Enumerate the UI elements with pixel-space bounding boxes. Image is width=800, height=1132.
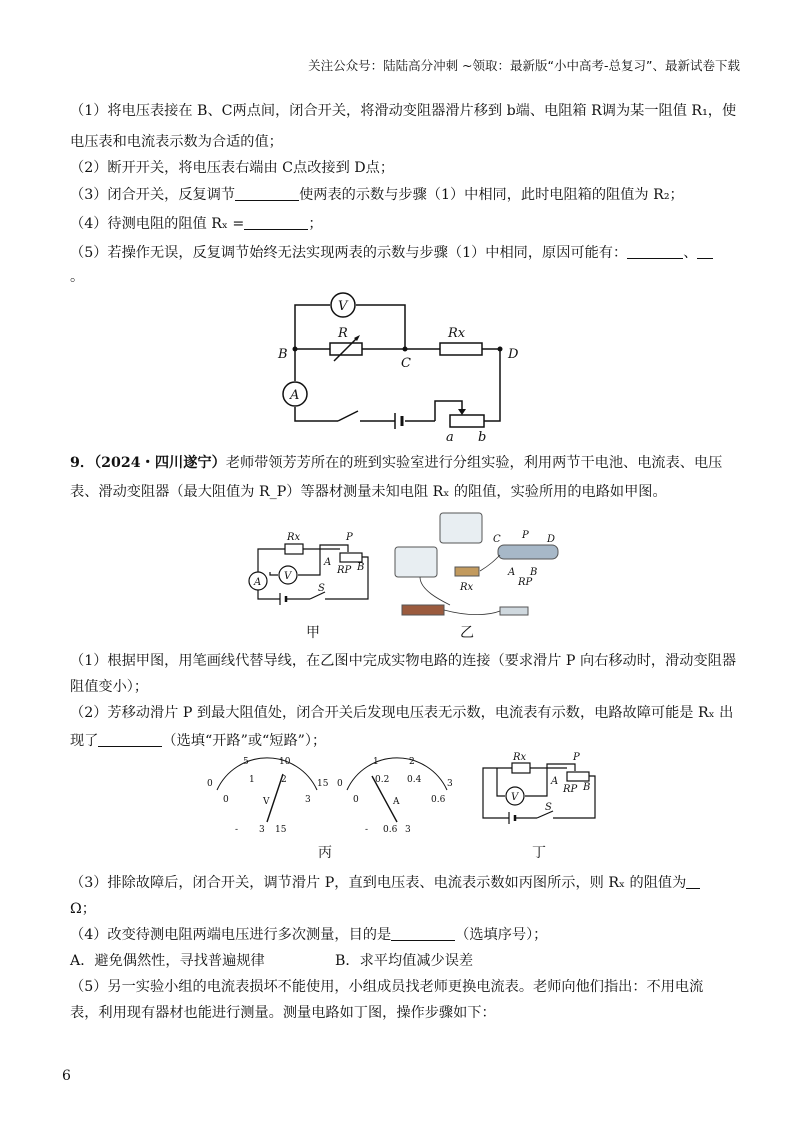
v-terminal-neg: - (235, 825, 239, 835)
a-tick2-0: 0 (353, 795, 359, 805)
terminal-b-label: B (530, 567, 538, 578)
part-4-text-b: （选填序号）； (455, 927, 548, 943)
step-5-text-b: 、 (683, 245, 698, 261)
switch-label: S (545, 802, 552, 813)
v-tick2-2: 2 (281, 775, 287, 785)
step-3 (70, 184, 684, 204)
rx-label: Rx (287, 532, 301, 543)
part-3-line-2: Ω； (70, 901, 96, 917)
ammeter-device-icon (440, 513, 482, 543)
v-tick-15: 15 (317, 779, 329, 789)
terminal-a-label: A (551, 776, 559, 787)
slider-p-label: P (573, 752, 580, 763)
question-9-title: 9．（2024・四川遂宁） (70, 455, 226, 471)
step-3-text-a: （3）闭合开关，反复调节 (70, 187, 236, 203)
v-terminal-3: 3 (259, 825, 265, 835)
part-2-line-1: （2）芳移动滑片 P 到最大阻值处，闭合开关后发现电压表无示数，电流表有示数，电路故障可能是 Rₓ 出 (70, 705, 734, 721)
step-4-text-a: （4）待测电阻的阻值 Rₓ = (70, 216, 245, 232)
rx-label: Rx (513, 752, 527, 763)
part-3-line-1 (70, 872, 700, 892)
circuit-diagram-jia (240, 525, 370, 620)
slider-arrow-icon (458, 409, 466, 415)
ammeter-dial (347, 758, 447, 790)
step-1-line-2: 电压表和电流表示数为合适的值； (70, 134, 283, 150)
slider-p-label: P (346, 532, 353, 543)
terminal-c-label: C (493, 534, 501, 545)
part-3-text-a: （3）排除故障后，闭合开关，调节滑片 P，直到电压表、电流表示数如丙图所示，则 Rₓ 的阻值为 (70, 875, 687, 891)
a-tick2-02: 0.2 (375, 775, 390, 785)
a-tick-0: 0 (337, 779, 343, 789)
caption-jia: 甲 (306, 625, 320, 641)
part-5-line-1: （5）另一实验小组的电流表损坏不能使用，小组成员找老师更换电流表。老师向他们指出：不用电流 (70, 979, 704, 995)
answer-blank[interactable] (697, 244, 713, 259)
v-tick-5: 5 (243, 757, 249, 767)
v-tick2-1: 1 (249, 775, 255, 785)
part-5-line-2: 表，利用现有器材也能进行测量。测量电路如丁图，操作步骤如下： (70, 1005, 496, 1021)
resistor-device-icon (455, 567, 479, 576)
answer-blank[interactable] (686, 874, 700, 889)
step-4 (70, 213, 323, 233)
terminal-b-label: B (357, 562, 365, 573)
node-c-label: C (401, 356, 411, 371)
voltmeter-label: V (284, 571, 292, 582)
v-tick-0: 0 (207, 779, 213, 789)
voltmeter-label: V (338, 299, 348, 314)
rx-label: Rx (460, 582, 474, 593)
step-1-line-1: （1）将电压表接在 B、C两点间，闭合开关，将滑动变阻器滑片移到 b端、电阻箱 R调为某一阻值 R₁，使 (70, 103, 737, 119)
ammeter-symbol: A (393, 797, 400, 807)
v-tick-10: 10 (279, 757, 291, 767)
page-number: 6 (62, 1068, 71, 1084)
terminal-a-label: a (446, 430, 454, 445)
answer-blank[interactable] (391, 926, 455, 941)
a-tick2-06: 0.6 (431, 795, 446, 805)
a-terminal-3: 3 (405, 825, 411, 835)
ammeter-label: A (254, 577, 262, 588)
circuit-diagram-ding (475, 752, 605, 837)
rp-label: RP (518, 577, 533, 588)
terminal-d-label: D (547, 534, 556, 545)
answer-blank[interactable] (235, 186, 299, 201)
voltmeter-label: V (511, 792, 519, 803)
step-2: （2）断开开关，将电压表右端由 C点改接到 D点； (70, 160, 395, 176)
part-4-text-a: （4）改变待测电阻两端电压进行多次测量，目的是 (70, 927, 392, 943)
voltmeter-dial (217, 758, 317, 790)
apparatus-diagram-yi (380, 505, 580, 635)
circuit-diagram-1 (270, 285, 530, 445)
node-b-label: B (278, 347, 288, 362)
step-4-text-b: ； (308, 216, 323, 232)
answer-blank[interactable] (244, 215, 308, 230)
step-5-text-a: （5）若操作无误，反复调节始终无法实现两表的示数与步骤（1）中相同，原因可能有： (70, 245, 628, 261)
a-tick2-04: 0.4 (407, 775, 422, 785)
question-9-intro-2: 表、滑动变阻器（最大阻值为 R_P）等器材测量未知电阻 Rₓ 的阻值，实验所用的电路如甲图。 (70, 484, 667, 500)
a-terminal-06: 0.6 (383, 825, 398, 835)
question-9-line-1 (70, 452, 722, 472)
step-5-end: 。 (70, 269, 85, 285)
page-header: 关注公众号：陆陆高分冲刺 ~领取：最新版“小中高考-总复习”、最新试卷下载 (308, 58, 740, 73)
voltmeter-symbol: V (263, 797, 270, 807)
terminal-a-label: A (508, 567, 516, 578)
part-1-line-1: （1）根据甲图，用笔画线代替导线，在乙图中完成实物电路的连接（要求滑片 P 向右移动时，滑动变阻器 (70, 653, 737, 669)
caption-ding: 丁 (532, 845, 546, 861)
terminal-b-label: b (478, 430, 487, 445)
voltmeter-device-icon (395, 547, 437, 577)
v-terminal-15: 15 (275, 825, 287, 835)
step-5 (70, 242, 713, 262)
option-a: A．避免偶然性，寻找普遍规律 (70, 953, 265, 969)
part-2-text-b: （选填“开路”或“短路”）； (162, 733, 327, 749)
a-tick-1: 1 (373, 757, 379, 767)
step-3-text-b: 使两表的示数与步骤（1）中相同，此时电阻箱的阻值为 R₂； (299, 187, 684, 203)
ammeter-label: A (290, 388, 300, 403)
part-1-line-2: 阻值变小）； (70, 679, 149, 695)
option-b: B．求平均值减少误差 (335, 953, 474, 969)
rheostat-box-label: R (338, 326, 348, 341)
a-tick-2: 2 (409, 757, 415, 767)
battery-device-icon (402, 605, 444, 615)
node-d-label: D (508, 347, 519, 362)
rp-label: RP (337, 565, 352, 576)
a-tick-3: 3 (447, 779, 453, 789)
switch-label: S (318, 583, 325, 594)
caption-yi: 乙 (460, 625, 474, 641)
a-terminal-neg: - (365, 825, 369, 835)
part-4 (70, 924, 547, 944)
caption-bing: 丙 (318, 845, 332, 861)
v-tick2-3: 3 (305, 795, 311, 805)
question-9-intro-1: 老师带领芳芳所在的班到实验室进行分组实验，利用两节干电池、电流表、电压 (225, 455, 723, 471)
part-2-line-2 (70, 730, 326, 750)
terminal-a-label: A (324, 557, 332, 568)
terminal-b-label: B (583, 782, 591, 793)
switch-device-icon (500, 607, 528, 615)
part-2-text-a: 现了 (70, 733, 99, 749)
slider-p-label: P (522, 530, 529, 541)
answer-blank[interactable] (98, 732, 162, 747)
v-tick2-0: 0 (223, 795, 229, 805)
answer-blank[interactable] (627, 244, 683, 259)
rp-label: RP (563, 784, 578, 795)
meter-readings-bing (195, 752, 470, 842)
rx-label: Rx (448, 326, 466, 341)
rheostat-device-icon (498, 545, 558, 559)
